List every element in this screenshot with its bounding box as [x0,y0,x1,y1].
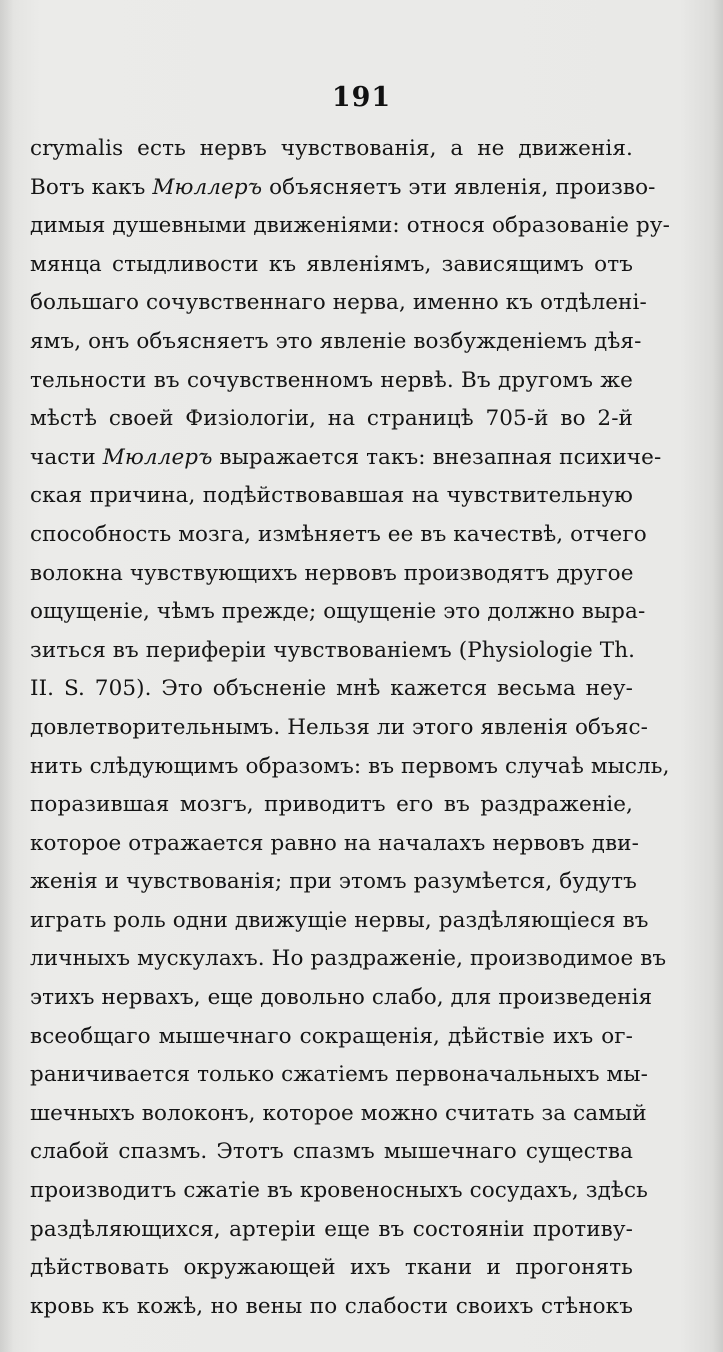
body-text [30,130,670,1326]
text-line: способность мозга, измѣняетъ ее въ качествѣ, отчего [30,521,647,547]
text-line: зиться въ периферіи чувствованіемъ (Physiologie Th. [30,637,636,663]
text-line: производитъ сжатіе въ кровеносныхъ сосудахъ, здѣсь [30,1178,648,1204]
text-line: кровь къ кожѣ, но вены по слабости своихъ стѣнокъ [30,1293,633,1319]
text-line: которое отражается равно на началахъ нервовъ дви- [30,830,639,856]
italic-name: Мюллеръ [152,174,263,200]
text-line: мянца стыдливости къ явленіямъ, зависящимъ отъ [30,251,633,277]
text-line: crymalis есть нервъ чувствованія, а не движенія. [30,136,633,161]
text-line: личныхъ мускулахъ. Но раздраженіе, производимое въ [30,946,667,972]
text-line: части Мюллеръ выражается такъ: внезапная психиче- [30,444,662,470]
text-line: нить слѣдующимъ образомъ: въ первомъ случаѣ мысль, [30,753,670,779]
text-line: довлетворительнымъ. Нельзя ли этого явленія объяс- [30,714,648,740]
text-line: димыя душевными движеніями: относя образованіе ру- [30,213,670,239]
text-line: раздѣляющихся, артеріи еще въ состояніи противу- [30,1216,633,1242]
text-line: мѣстѣ своей Физіологіи, на страницѣ 705-й во 2-й [30,406,633,432]
text-line: волокна чувствующихъ нервовъ производятъ другое [30,560,634,586]
text-line: дѣйствовать окружающей ихъ ткани и прогонять [30,1255,633,1281]
text-line: Вотъ какъ Мюллеръ объясняетъ эти явленія, произво- [30,174,656,200]
text-line: тельности въ сочувственномъ нервѣ. Въ другомъ же [30,367,633,393]
text-line: играть роль одни движущіе нервы, раздѣляющіеся въ [30,907,649,933]
text-line: слабой спазмъ. Этотъ спазмъ мышечнаго существа [30,1139,633,1165]
text-line: женія и чувствованія; при этомъ разумѣется, будутъ [30,869,637,895]
text-line: ская причина, подѣйствовавшая на чувствительную [30,483,633,509]
page-number: 191 [331,82,392,113]
text-line: этихъ нервахъ, еще довольно слабо, для произведенія [30,985,653,1011]
text-line: всеобщаго мышечнаго сокращенія, дѣйствіе ихъ ог- [30,1023,633,1049]
text-line: раничивается только сжатіемъ первоначальныхъ мы- [30,1062,648,1088]
text-line: ямъ, онъ объясняетъ это явленіе возбужденіемъ дѣя- [30,328,642,354]
italic-name: Мюллеръ [102,444,213,470]
text-line: II. S. 705). Это объсненіе мнѣ кажется весьма неу- [30,676,633,702]
text-line: ощущеніе, чѣмъ прежде; ощущеніе это должно выра- [30,599,646,625]
text-line: шечныхъ волоконъ, которое можно считать за самый [30,1100,647,1126]
text-line: поразившая мозгъ, приводитъ его въ раздраженіе, [30,792,633,818]
text-line: большаго сочувственнаго нерва, именно къ отдѣлені- [30,290,647,316]
